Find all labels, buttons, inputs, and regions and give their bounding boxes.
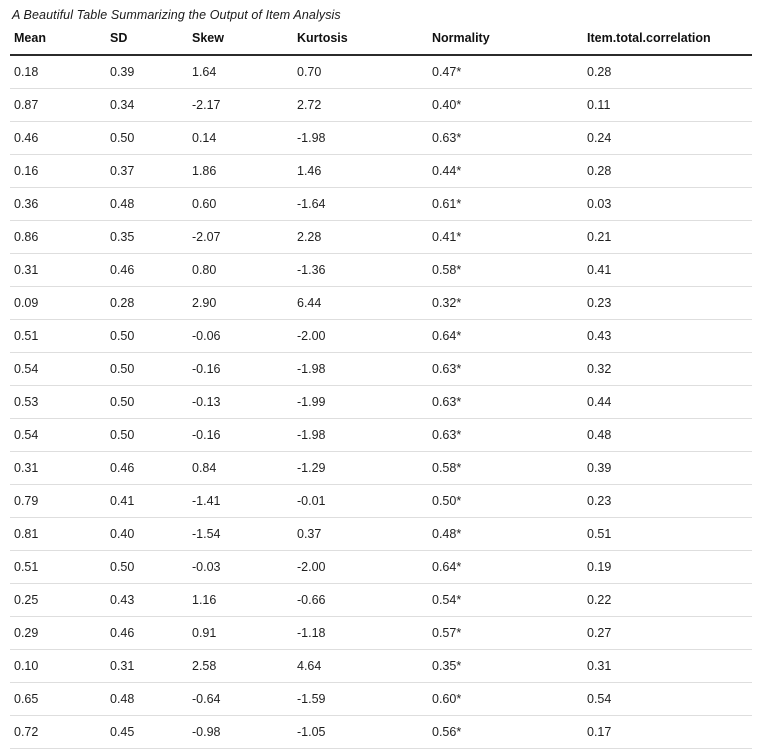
table-caption: A Beautiful Table Summarizing the Output of Item Analysis (12, 8, 341, 22)
cell-kurtosis: -0.66 (293, 584, 428, 617)
table-row (10, 188, 752, 221)
cell-sd: 0.34 (106, 89, 188, 122)
cell-mean: 0.65 (10, 683, 106, 716)
table-row (10, 485, 752, 518)
table-row (10, 287, 752, 320)
cell-item-total-correlation: 0.39 (583, 452, 752, 485)
table-row (10, 716, 752, 749)
cell-kurtosis: -1.05 (293, 716, 428, 749)
cell-normality: 0.63* (428, 386, 583, 419)
column-header-sd: SD (106, 28, 188, 55)
cell-item-total-correlation: 0.44 (583, 386, 752, 419)
cell-kurtosis: -1.36 (293, 254, 428, 287)
cell-skew: 1.64 (188, 55, 293, 89)
cell-kurtosis: -1.99 (293, 386, 428, 419)
cell-kurtosis: -2.00 (293, 551, 428, 584)
cell-mean: 0.31 (10, 254, 106, 287)
cell-sd: 0.50 (106, 419, 188, 452)
cell-skew: 0.80 (188, 254, 293, 287)
cell-normality: 0.57* (428, 617, 583, 650)
cell-kurtosis: -1.29 (293, 452, 428, 485)
cell-item-total-correlation: 0.51 (583, 518, 752, 551)
cell-normality: 0.61* (428, 188, 583, 221)
cell-item-total-correlation: 0.19 (583, 551, 752, 584)
cell-mean: 0.86 (10, 221, 106, 254)
cell-skew: -0.16 (188, 419, 293, 452)
table-row (10, 353, 752, 386)
cell-mean: 0.79 (10, 485, 106, 518)
cell-item-total-correlation: 0.48 (583, 419, 752, 452)
table-row (10, 452, 752, 485)
table-header (10, 28, 752, 55)
cell-item-total-correlation: 0.43 (583, 320, 752, 353)
cell-sd: 0.50 (106, 320, 188, 353)
table-row (10, 386, 752, 419)
cell-item-total-correlation: 0.27 (583, 617, 752, 650)
table-row (10, 650, 752, 683)
table-row (10, 683, 752, 716)
cell-skew: 2.90 (188, 287, 293, 320)
cell-normality: 0.58* (428, 452, 583, 485)
cell-skew: 0.60 (188, 188, 293, 221)
column-header-item-total-correlation: Item.total.correlation (583, 28, 752, 55)
table-row (10, 419, 752, 452)
table-row (10, 518, 752, 551)
cell-skew: 1.86 (188, 155, 293, 188)
cell-mean: 0.81 (10, 518, 106, 551)
cell-sd: 0.28 (106, 287, 188, 320)
cell-item-total-correlation: 0.24 (583, 122, 752, 155)
cell-skew: 0.14 (188, 122, 293, 155)
cell-mean: 0.46 (10, 122, 106, 155)
cell-mean: 0.54 (10, 419, 106, 452)
item-analysis-table (10, 28, 752, 749)
cell-sd: 0.45 (106, 716, 188, 749)
cell-sd: 0.41 (106, 485, 188, 518)
cell-skew: 0.91 (188, 617, 293, 650)
cell-normality: 0.32* (428, 287, 583, 320)
cell-mean: 0.87 (10, 89, 106, 122)
cell-normality: 0.64* (428, 320, 583, 353)
cell-mean: 0.31 (10, 452, 106, 485)
column-header-skew: Skew (188, 28, 293, 55)
table-row (10, 551, 752, 584)
cell-mean: 0.53 (10, 386, 106, 419)
cell-kurtosis: 4.64 (293, 650, 428, 683)
cell-normality: 0.41* (428, 221, 583, 254)
column-header-mean: Mean (10, 28, 106, 55)
cell-skew: -2.17 (188, 89, 293, 122)
table-body (10, 55, 752, 749)
cell-kurtosis: -1.98 (293, 122, 428, 155)
cell-kurtosis: -1.98 (293, 419, 428, 452)
cell-sd: 0.46 (106, 254, 188, 287)
cell-kurtosis: 0.70 (293, 55, 428, 89)
cell-normality: 0.40* (428, 89, 583, 122)
column-header-normality: Normality (428, 28, 583, 55)
cell-skew: -0.16 (188, 353, 293, 386)
cell-sd: 0.48 (106, 683, 188, 716)
cell-mean: 0.36 (10, 188, 106, 221)
cell-normality: 0.64* (428, 551, 583, 584)
column-header-kurtosis: Kurtosis (293, 28, 428, 55)
cell-sd: 0.43 (106, 584, 188, 617)
cell-normality: 0.63* (428, 419, 583, 452)
cell-mean: 0.54 (10, 353, 106, 386)
cell-normality: 0.54* (428, 584, 583, 617)
cell-skew: -0.06 (188, 320, 293, 353)
cell-normality: 0.44* (428, 155, 583, 188)
cell-kurtosis: 0.37 (293, 518, 428, 551)
cell-item-total-correlation: 0.31 (583, 650, 752, 683)
cell-skew: -0.03 (188, 551, 293, 584)
cell-item-total-correlation: 0.22 (583, 584, 752, 617)
cell-mean: 0.18 (10, 55, 106, 89)
cell-item-total-correlation: 0.41 (583, 254, 752, 287)
cell-item-total-correlation: 0.17 (583, 716, 752, 749)
cell-sd: 0.37 (106, 155, 188, 188)
table-row (10, 254, 752, 287)
table-row (10, 320, 752, 353)
cell-kurtosis: -1.64 (293, 188, 428, 221)
cell-item-total-correlation: 0.11 (583, 89, 752, 122)
cell-item-total-correlation: 0.32 (583, 353, 752, 386)
cell-normality: 0.63* (428, 122, 583, 155)
cell-normality: 0.35* (428, 650, 583, 683)
table-row (10, 89, 752, 122)
cell-sd: 0.50 (106, 551, 188, 584)
cell-mean: 0.16 (10, 155, 106, 188)
cell-sd: 0.50 (106, 353, 188, 386)
table-row (10, 55, 752, 89)
cell-mean: 0.09 (10, 287, 106, 320)
cell-skew: 2.58 (188, 650, 293, 683)
cell-kurtosis: 1.46 (293, 155, 428, 188)
cell-normality: 0.50* (428, 485, 583, 518)
cell-sd: 0.48 (106, 188, 188, 221)
cell-kurtosis: 2.72 (293, 89, 428, 122)
cell-skew: 1.16 (188, 584, 293, 617)
cell-normality: 0.48* (428, 518, 583, 551)
cell-sd: 0.35 (106, 221, 188, 254)
cell-kurtosis: -0.01 (293, 485, 428, 518)
table-header-row (10, 28, 752, 55)
cell-sd: 0.50 (106, 386, 188, 419)
cell-sd: 0.31 (106, 650, 188, 683)
cell-normality: 0.47* (428, 55, 583, 89)
cell-item-total-correlation: 0.28 (583, 55, 752, 89)
cell-normality: 0.63* (428, 353, 583, 386)
cell-skew: -0.98 (188, 716, 293, 749)
cell-mean: 0.51 (10, 320, 106, 353)
cell-item-total-correlation: 0.21 (583, 221, 752, 254)
cell-kurtosis: -1.98 (293, 353, 428, 386)
cell-mean: 0.29 (10, 617, 106, 650)
cell-sd: 0.40 (106, 518, 188, 551)
cell-sd: 0.46 (106, 452, 188, 485)
table-row (10, 617, 752, 650)
cell-skew: -1.54 (188, 518, 293, 551)
cell-kurtosis: 2.28 (293, 221, 428, 254)
cell-kurtosis: -1.59 (293, 683, 428, 716)
cell-skew: -1.41 (188, 485, 293, 518)
cell-kurtosis: 6.44 (293, 287, 428, 320)
cell-item-total-correlation: 0.28 (583, 155, 752, 188)
cell-kurtosis: -2.00 (293, 320, 428, 353)
table-row (10, 155, 752, 188)
cell-mean: 0.72 (10, 716, 106, 749)
cell-sd: 0.50 (106, 122, 188, 155)
table-row (10, 122, 752, 155)
cell-sd: 0.46 (106, 617, 188, 650)
table-row (10, 584, 752, 617)
cell-item-total-correlation: 0.54 (583, 683, 752, 716)
cell-mean: 0.10 (10, 650, 106, 683)
cell-mean: 0.25 (10, 584, 106, 617)
table-row (10, 221, 752, 254)
cell-skew: -0.13 (188, 386, 293, 419)
cell-skew: -0.64 (188, 683, 293, 716)
cell-item-total-correlation: 0.03 (583, 188, 752, 221)
cell-sd: 0.39 (106, 55, 188, 89)
cell-skew: -2.07 (188, 221, 293, 254)
cell-mean: 0.51 (10, 551, 106, 584)
cell-item-total-correlation: 0.23 (583, 287, 752, 320)
cell-normality: 0.60* (428, 683, 583, 716)
cell-item-total-correlation: 0.23 (583, 485, 752, 518)
cell-skew: 0.84 (188, 452, 293, 485)
cell-normality: 0.58* (428, 254, 583, 287)
cell-normality: 0.56* (428, 716, 583, 749)
cell-kurtosis: -1.18 (293, 617, 428, 650)
